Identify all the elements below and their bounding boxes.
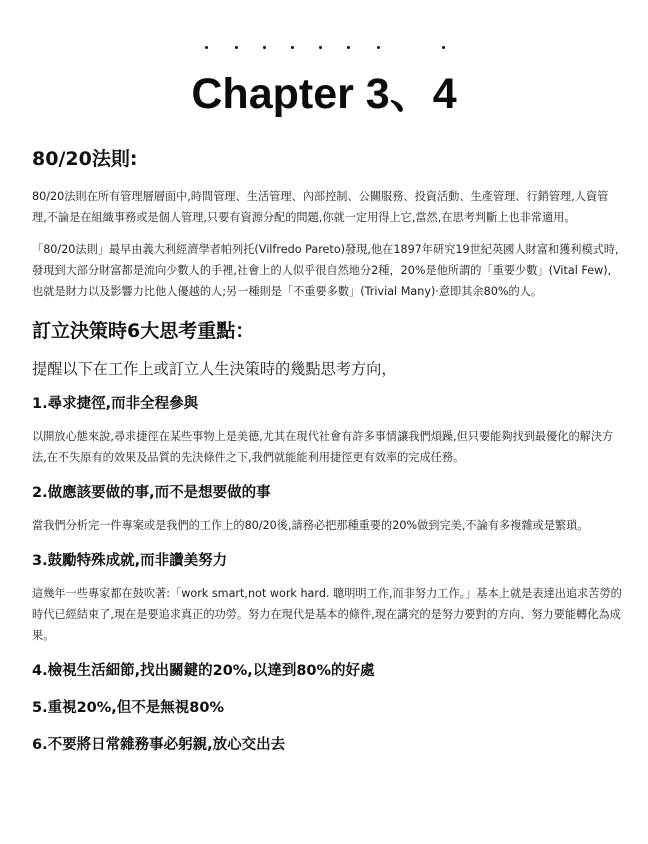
dot [235, 46, 238, 49]
point-title-4: 4.檢視生活細節,找出關鍵的20%,以達到80%的好處 [32, 663, 375, 679]
dot [291, 46, 294, 49]
paragraph: 80/20法則在所有管理層層面中,時間管理、生活管理、內部控制、公關服務、投資活動、生產管理、行銷管理,人資管理,不論是在組織事務或是個人管理,只要有資源分配的問題,你就一定用得上它,當然,在思考判斷上也非常適用。 [32, 190, 609, 224]
point-title-5: 5.重視20%,但不是無視80% [32, 700, 225, 716]
point-body-1: 以開放心態來說,尋求捷徑在某些事物上是美德,尤其在現代社會有許多事情讓我們煩躁,但只要能夠找到最優化的解決方法,在不失原有的效果及品質的先決條件之下,我們就能能利用捷徑更有效率的完成任務。 [32, 430, 614, 464]
dot [205, 46, 208, 49]
dot [347, 46, 350, 49]
dot [442, 46, 445, 49]
section-intro: 提醒以下在工作上或訂立人生決策時的幾點思考方向， [32, 360, 397, 378]
point-title-6: 6.不要將日常雜務事必躬親,放心交出去 [32, 737, 286, 753]
section-heading-decision: 訂立決策時6大思考重點： [32, 320, 255, 342]
point-title-2: 2.做應該要做的事,而不是想要做的事 [32, 485, 271, 501]
document-body [32, 146, 622, 755]
paragraph: 「80/20法則」最早由義大利經濟學者帕列托(Vilfredo Pareto)發現,他在1897年研究19世紀英國人財富和獲利模式時,發現到大部分財富都是流向少數人的手裡,社會上的人似乎很自然地分2種，20%是他所謂的「重要少數」(Vital Few),也就是財力以及影響力比他人優越的人;另一種則是「不重要多數」(Trivial Many)·意即其余80%的人。 [32, 243, 619, 298]
point-title-3: 3.鼓勵特殊成就,而非讚美努力 [32, 553, 228, 569]
point-body-2: 當我們分析完一件專案或是我們的工作上的80/20後,請務必把那種重要的20%做到完美,不論有多複雜或是繁瑣。 [32, 519, 589, 532]
dot [263, 46, 266, 49]
point-body-3: 這幾年一些專家都在鼓吹著:「work smart,not work hard. 聰明明工作,而非努力工作。」基本上就是表達出追求苦勞的時代已經結束了,現在是要追求真正的功勞。努力在現代是基本的條件,現在講究的是努力要對的方向、努力要能轉化為成果。 [32, 587, 622, 642]
dot [377, 46, 380, 49]
dot [319, 46, 322, 49]
chapter-title: Chapter 3、4 [191, 70, 457, 118]
point-title-1: 1.尋求捷徑,而非全程參與 [32, 396, 199, 412]
decorative-dots [0, 46, 648, 60]
section-heading-8020: 80/20法則: [32, 148, 138, 170]
